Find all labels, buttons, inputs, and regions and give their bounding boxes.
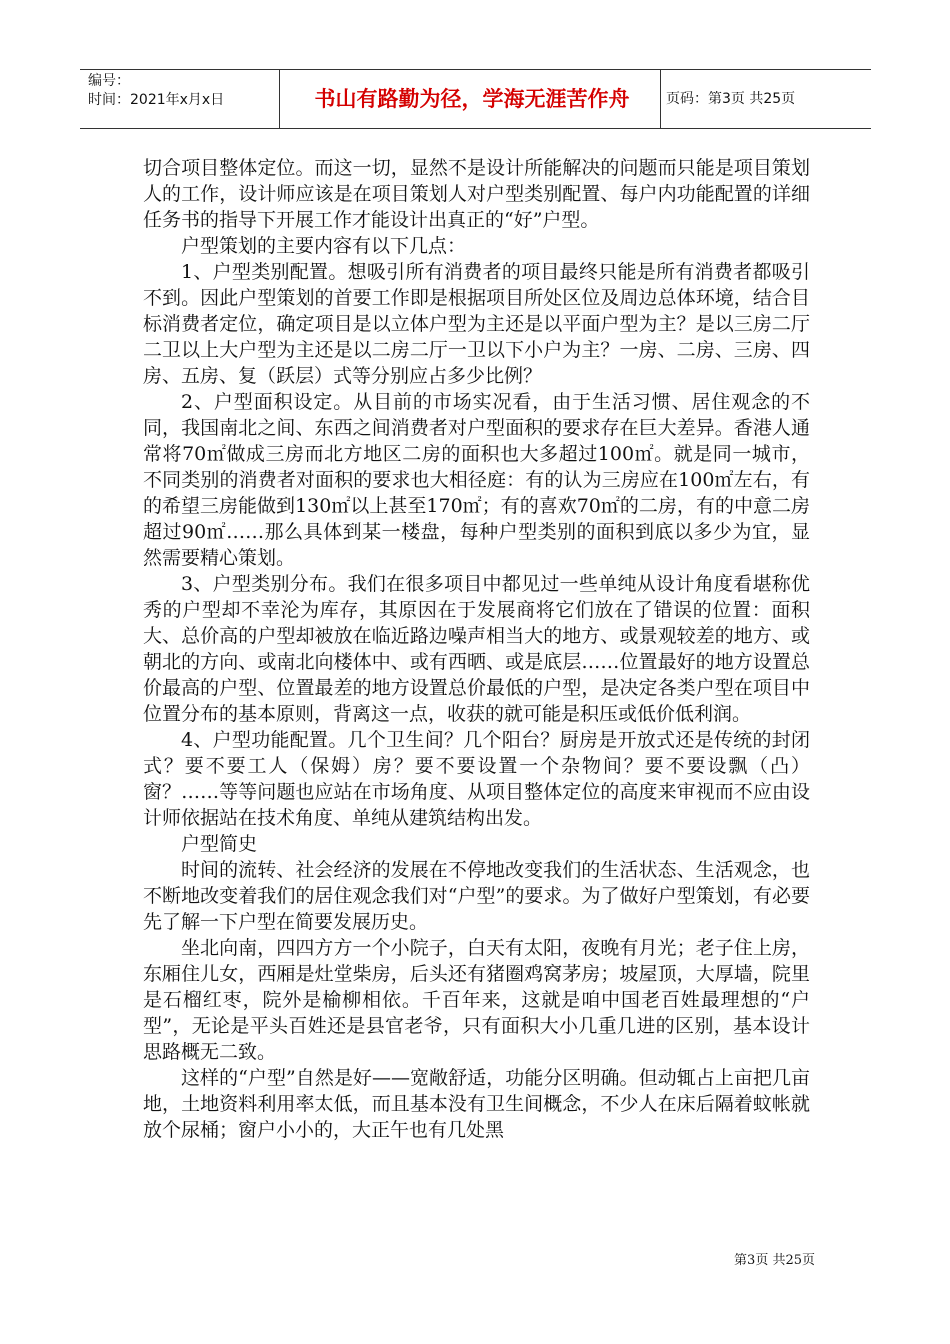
header-divider-left xyxy=(279,70,280,128)
paragraph-3: 1、户型类别配置。想吸引所有消费者的项目最终只能是所有消费者都吸引不到。因此户型策划的首要工作即是根据项目所处区位及周边总体环境，结合目标消费者定位，确定项目是以立体户型为主还是以平面户型为主？是以三房二厅二卫以上大户型为主还是以二房二厅一卫以下小户为主？一房、二房、三房、四房、五房、复（跃层）式等分别应占多少比例？ xyxy=(143,261,810,387)
paragraph-5: 3、户型类别分布。我们在很多项目中都见过一些单纯从设计角度看堪称优秀的户型却不幸沦为库存，其原因在于发展商将它们放在了错误的位置：面积大、总价高的户型却被放在临近路边噪声相当大的地方、或景观较差的地方、或朝北的方向、或南北向楼体中、或有西晒、或是底层……位置最好的地方设置总价最高的户型、位置最差的地方设置总价最低的户型，是决定各类户型在项目中位置分布的基本原则，背离这一点，收获的就可能是积压或低价低利润。 xyxy=(143,573,810,725)
serial-label: 编号： xyxy=(88,73,130,89)
paragraph-6: 4、户型功能配置。几个卫生间？几个阳台？厨房是开放式还是传统的封闭式？要不要工人（保姆）房？要不要设置一个杂物间？要不要设飘（凸）窗？……等等问题也应站在市场角度、从项目整体定位的高度来审视而不应由设计师依据站在技术角度、单纯从建筑结构出发。 xyxy=(143,729,810,829)
paragraph-7: 时间的流转、社会经济的发展在不停地改变我们的生活状态、生活观念，也不断地改变着我们的居住观念我们对“户型”的要求。为了做好户型策划，有必要先了解一下户型在简要发展历史。 xyxy=(143,859,810,933)
paragraph-4: 2、户型面积设定。从目前的市场实况看，由于生活习惯、居住观念的不同，我国南北之间、东西之间消费者对户型面积的要求存在巨大差异。香港人通常将70㎡做成三房而北方地区二房的面积也大多超过100㎡。就是同一城市，不同类别的消费者对面积的要求也大相径庭：有的认为三房应在100㎡左右，有的希望三房能做到130㎡以上甚至170㎡；有的喜欢70㎡的二房，有的中意二房超过90㎡……那么具体到某一楼盘，每种户型类别的面积到底以多少为宜，显然需要精心策划。 xyxy=(143,391,810,569)
header-divider-right xyxy=(660,70,661,128)
paragraph-2: 户型策划的主要内容有以下几点： xyxy=(181,235,467,257)
page-header xyxy=(80,69,871,129)
page-footer: 第3页 共25页 xyxy=(734,1253,815,1268)
header-page-code: 页码：第3页 共25页 xyxy=(666,91,796,107)
paragraph-9: 这样的“户型”自然是好——宽敞舒适，功能分区明确。但动辄占上亩把几亩地，土地资料利用率太低，而且基本没有卫生间概念，不少人在床后隔着蚊帐就放个尿桶；窗户小小的，大正午也有几处黑 xyxy=(143,1067,810,1141)
paragraph-1: 切合项目整体定位。而这一切，显然不是设计所能解决的问题而只能是项目策划人的工作，设计师应该是在项目策划人对户型类别配置、每户内功能配置的详细任务书的指导下开展工作才能设计出真正的“好”户型。 xyxy=(143,157,810,231)
time-label: 时间：2021年x月x日 xyxy=(88,92,225,108)
header-motto: 书山有路勤为径，学海无涯苦作舟 xyxy=(314,87,630,111)
section-heading: 户型简史 xyxy=(181,833,258,855)
header-meta xyxy=(88,72,268,110)
paragraph-8: 坐北向南，四四方方一个小院子，白天有太阳，夜晚有月光；老子住上房，东厢住儿女，西厢是灶堂柴房，后头还有猪圈鸡窝茅房；坡屋顶，大厚墙，院里是石榴红枣，院外是榆柳相依。千百年来，这就是咱中国老百姓最理想的“户型”，无论是平头百姓还是县官老爷，只有面积大小几重几进的区别，基本设计思路概无二致。 xyxy=(143,937,810,1063)
document-body xyxy=(143,155,810,1143)
